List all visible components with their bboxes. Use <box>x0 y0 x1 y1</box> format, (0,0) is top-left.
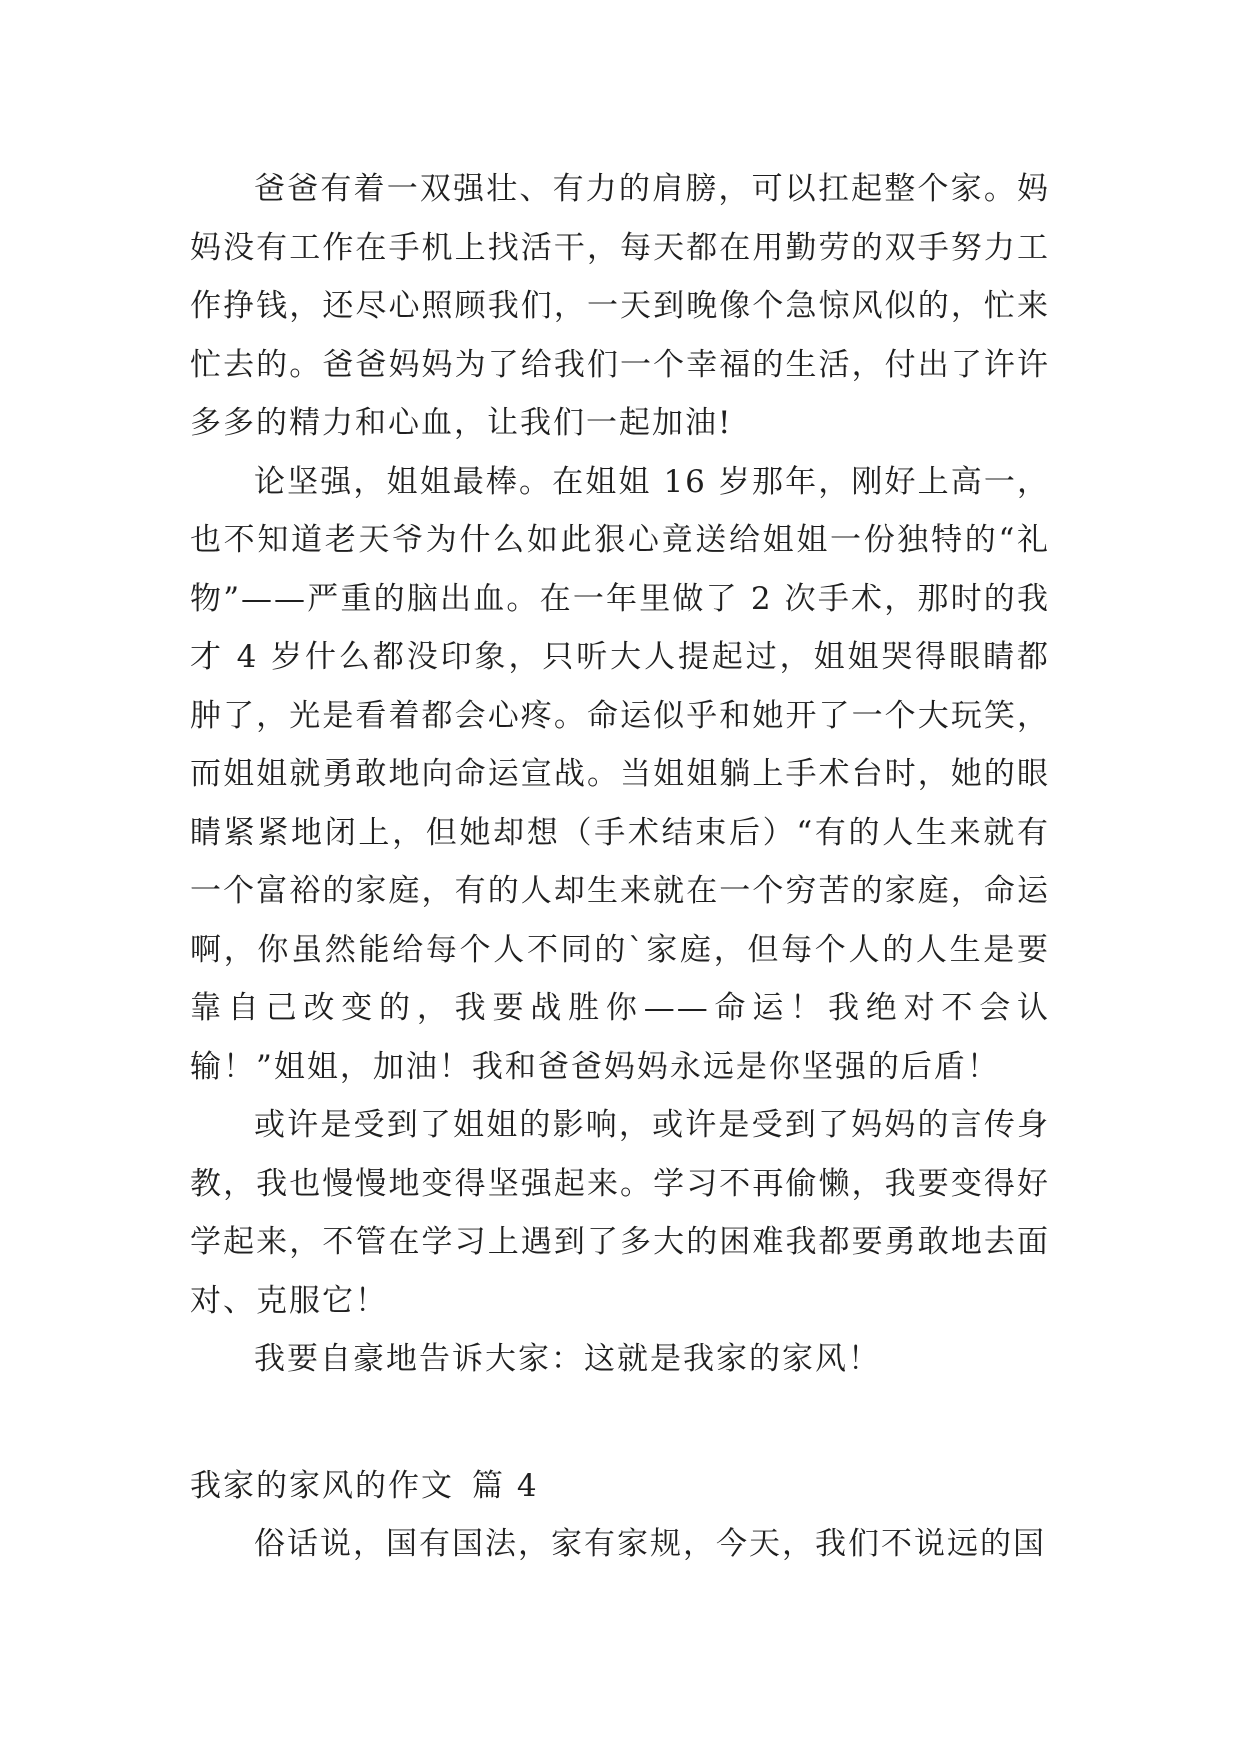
paragraph-sister: 论坚强，姐姐最棒。在姐姐 16 岁那年，刚好上高一，也不知道老天爷为什么如此狠心竟送给姐姐一份独特的“礼物”——严重的脑出血。在一年里做了 2 次手术，那时的我才 4 岁什么都没印象，只听大人提起过，姐姐哭得眼睛都肿了，光是看着都会心疼。命运似乎和她开了一个大玩笑，而姐姐就勇敢地向命运宣战。当姐姐躺上手术台时，她的眼睛紧紧地闭上，但她却想（手术结束后）“有的人生来就有一个富裕的家庭，有的人却生来就在一个穷苦的家庭，命运啊，你虽然能给每个人不同的`家庭，但每个人的人生是要靠自己改变的，我要战胜你——命运！我绝对不会认输！”姐姐，加油！我和爸爸妈妈永远是你坚强的后盾！ <box>190 463 1050 1085</box>
paragraph-influence: 或许是受到了姐姐的影响，或许是受到了妈妈的言传身教，我也慢慢地变得坚强起来。学习不再偷懒，我要变得好学起来，不管在学习上遇到了多大的困难我都要勇敢地去面对、克服它！ <box>190 1107 1050 1319</box>
paragraph-next-essay: 俗话说，国有国法，家有家规，今天，我们不说远的国 <box>254 1526 1046 1562</box>
section-heading <box>190 1457 1050 1516</box>
paragraph-father-mother: 爸爸有着一双强壮、有力的肩膀，可以扛起整个家。妈妈没有工作在手机上找活干，每天都在用勤劳的双手努力工作挣钱，还尽心照顾我们，一天到晚像个急惊风似的，忙来忙去的。爸爸妈妈为了给我们一个幸福的生活，付出了许许多多的精力和心血，让我们一起加油! <box>190 171 1050 441</box>
section-title-text: 我家的家风的作文 <box>190 1467 454 1504</box>
paragraph-conclusion: 我要自豪地告诉大家：这就是我家的家风！ <box>254 1341 881 1377</box>
essay-body <box>190 160 1050 1574</box>
section-number: 篇 4 <box>472 1467 539 1504</box>
